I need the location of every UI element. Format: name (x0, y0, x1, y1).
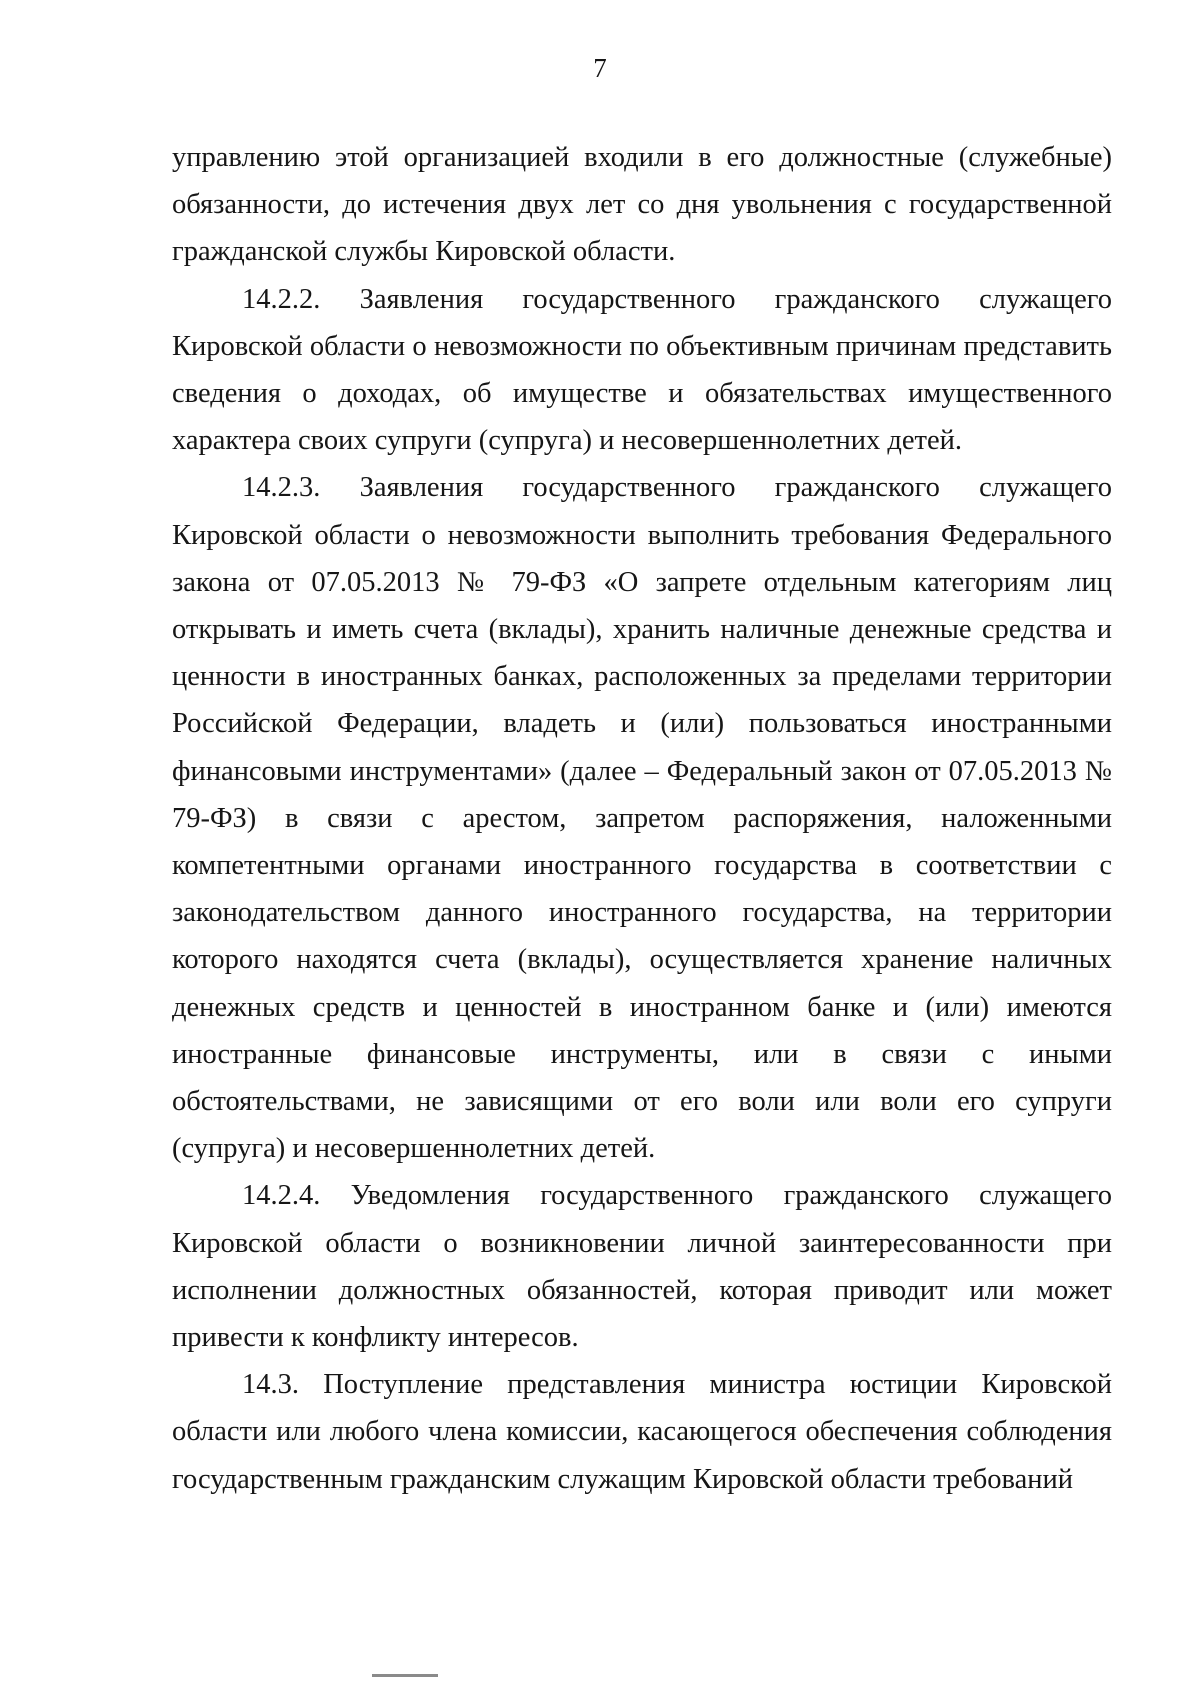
paragraph-14-2-3: 14.2.3. Заявления государственного гражданского служащего Кировской области о невозможности выполнить требования Федерального закона от 07.05.2013 № 79-ФЗ «О запрете отдельным категориям лиц открывать и иметь счета (вклады), хранить наличные денежные средства и ценности в иностранных банках, расположенных за пределами территории Российской Федерации, владеть и (или) пользоваться иностранными финансовыми инструментами» (далее – Федеральный закон от 07.05.2013 № 79-ФЗ) в связи с арестом, запретом распоряжения, наложенными компетентными органами иностранного государства в соответствии с законодательством данного иностранного государства, на территории которого находятся счета (вклады), осуществляется хранение наличных денежных средств и ценностей в иностранном банке и (или) имеются иностранные финансовые инструменты, или в связи с иными обстоятельствами, не зависящими от его воли или воли его супруги (супруга) и несовершеннолетних детей. (172, 472, 1112, 1165)
paragraph-continuation: управлению этой организацией входили в его должностные (служебные) обязанности, до истечения двух лет со дня увольнения с государственной гражданской службы Кировской области. (172, 142, 1112, 268)
paragraph-14-3: 14.3. Поступление представления министра юстиции Кировской области или любого члена комиссии, касающегося обеспечения соблюдения государственным гражданским служащим Кировской области требований (172, 1369, 1112, 1495)
page-number: 7 (593, 53, 607, 83)
paragraph-14-2-2: 14.2.2. Заявления государственного гражданского служащего Кировской области о невозможности по объективным причинам представить сведения о доходах, об имуществе и обязательствах имущественного характера своих супруги (супруга) и несовершеннолетних детей. (172, 283, 1112, 457)
scan-artifact-line (372, 1674, 438, 1677)
paragraph-14-2-4: 14.2.4. Уведомления государственного гражданского служащего Кировской области о возникновении личной заинтересованности при исполнении должностных обязанностей, которая приводит или может привести к конфликту интересов. (172, 1180, 1112, 1354)
document-body (172, 134, 1112, 1503)
